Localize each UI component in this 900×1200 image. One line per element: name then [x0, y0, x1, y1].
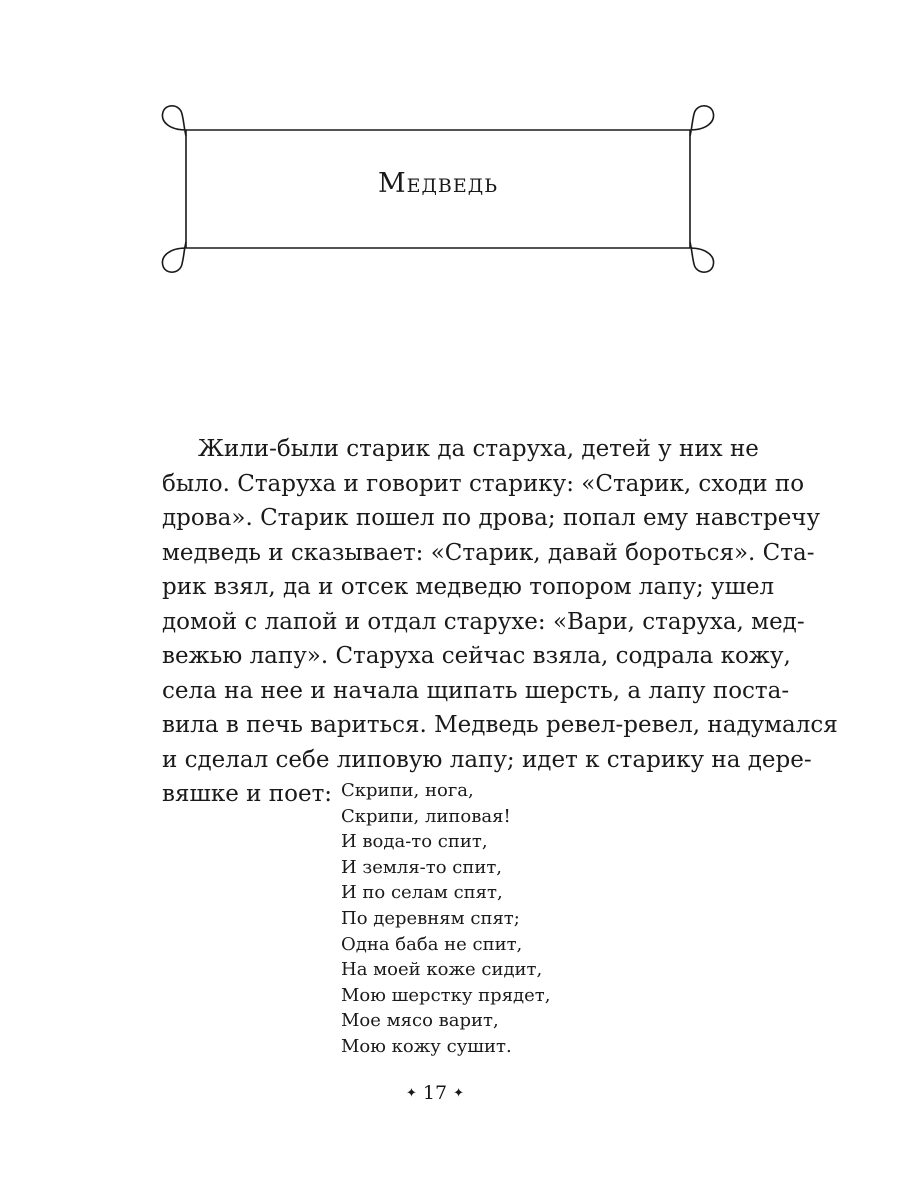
flourish-bottom-left: [162, 242, 186, 272]
prose-line: вила в печь вариться. Медведь ревел-ревел, надумался: [162, 712, 838, 738]
poem-verse: И по селам спят,: [341, 882, 503, 904]
ornament-left-icon: ✦: [405, 1086, 417, 1101]
ornament-right-icon: ✦: [453, 1086, 465, 1101]
poem-verse: Скрипи, нога,: [341, 780, 474, 801]
poem-block: [341, 778, 550, 1060]
poem-verse: Одна баба не спит,: [341, 933, 523, 955]
prose-line: и сделал себе липовую лапу; идет к старику на дере-: [162, 746, 812, 773]
page-number: [400, 1082, 470, 1104]
prose-line: Жили-были старик да старуха, детей у них не: [198, 436, 759, 462]
prose-paragraph: [162, 432, 838, 812]
flourish-bottom-right: [690, 242, 714, 272]
prose-line: было. Старуха и говорит старику: «Старик, сходи по: [162, 470, 805, 497]
prose-line: домой с лапой и отдал старухе: «Вари, старуха, мед-: [162, 608, 805, 635]
prose-line: рик взял, да и отсек медведю топором лапу; ушел: [162, 574, 775, 600]
prose-line: медведь и сказывает: «Старик, давай бороться». Ста-: [162, 539, 815, 566]
prose-line: вяшке и поет:: [162, 781, 333, 807]
prose-line: дрова». Старик пошел по дрова; попал ему навстречу: [162, 505, 821, 531]
prose-line: вежью лапу». Старуха сейчас взяла, содрала кожу,: [162, 643, 791, 669]
poem-verse: Мою шерстку прядет,: [341, 984, 551, 1006]
poem-verse: Мое мясо варит,: [341, 1010, 499, 1032]
poem-verse: Скрипи, липовая!: [341, 805, 511, 827]
flourish-top-left: [162, 106, 186, 136]
poem-verse: И земля-то спит,: [341, 856, 503, 878]
poem-verse: На моей коже сидит,: [341, 959, 543, 981]
poem-verse: И вода-то спит,: [341, 831, 488, 853]
poem-verse: По деревням спят;: [341, 907, 520, 929]
page-number-value: 17: [422, 1082, 448, 1104]
poem-verse: Мою кожу сушит.: [341, 1035, 512, 1057]
prose-line: села на нее и начала щипать шерсть, а лапу поста-: [162, 677, 790, 704]
flourish-top-right: [690, 106, 714, 136]
chapter-title: Медведь: [377, 168, 499, 199]
